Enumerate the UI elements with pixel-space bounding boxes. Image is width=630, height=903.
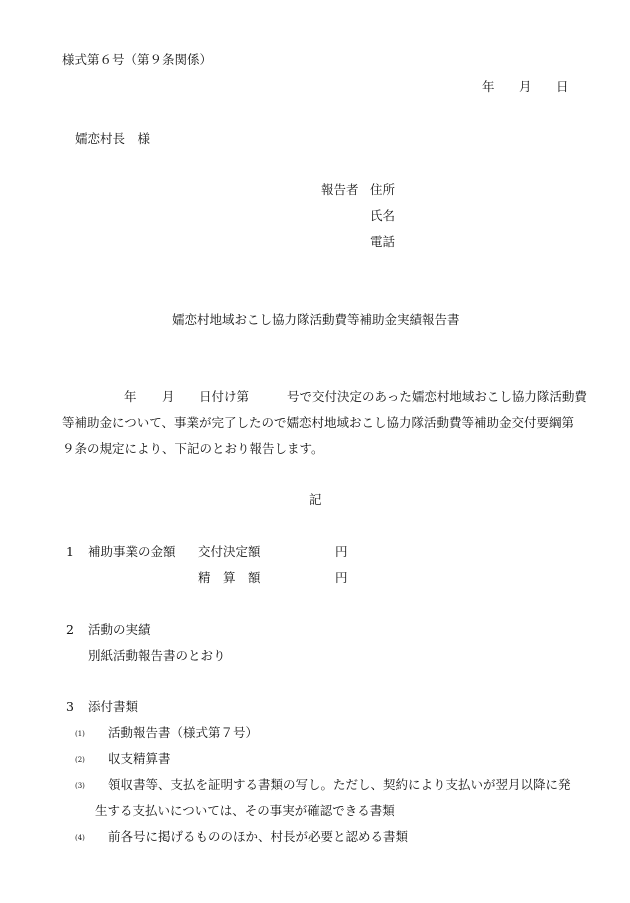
section-3-heading: 添付書類	[88, 699, 139, 714]
reporter-address: 住所	[370, 182, 396, 197]
attachment-item-number: (4)	[75, 834, 85, 842]
body-month: 月	[162, 389, 175, 404]
reporter-name: 氏名	[370, 208, 396, 223]
reporter-label: 報告者	[321, 182, 359, 197]
section-1-number: 1	[66, 544, 74, 559]
attachment-item-text: 収支精算書	[108, 751, 171, 766]
attachment-item-number: (1)	[75, 730, 85, 738]
addressee: 嬬恋村長 様	[75, 131, 151, 146]
date-year: 年	[482, 79, 495, 94]
attachment-item-number: (2)	[75, 756, 85, 764]
body-day: 日付け第	[199, 389, 250, 404]
section-3-number: 3	[66, 699, 74, 714]
section-2-heading: 活動の実績	[88, 622, 151, 637]
body-line-2: 等補助金について、事業が完了したので嬬恋村地域おこし協力隊活動費等補助金交付要綱第	[62, 415, 575, 430]
body-year: 年	[124, 389, 137, 404]
section-2-number: 2	[66, 622, 74, 637]
grant-decision-amount-unit: 円	[335, 544, 348, 559]
attachment-item-text-continued: 生する支払いについては、その事実が確認できる書類	[95, 803, 395, 818]
body-line-1: 号で交付決定のあった嬬恋村地域おこし協力隊活動費	[287, 389, 587, 404]
settlement-amount-label: 精 算 額	[198, 570, 261, 585]
body-line-3: ９条の規定により、下記のとおり報告します。	[62, 441, 324, 456]
attachment-item-text: 前各号に掲げるもののほか、村長が必要と認める書類	[108, 829, 409, 844]
section-1-heading: 補助事業の金額	[88, 544, 176, 559]
attachment-item-text: 領収書等、支払を証明する書類の写し。ただし、契約により支払いが翌月以降に発	[108, 777, 571, 792]
grant-decision-amount-label: 交付決定額	[198, 544, 261, 559]
reporter-phone: 電話	[370, 234, 396, 249]
date-month: 月	[519, 79, 532, 94]
date-day: 日	[556, 79, 569, 94]
form-label: 様式第６号（第９条関係）	[62, 52, 213, 67]
attachment-item-text: 活動報告書（様式第７号）	[108, 725, 259, 740]
settlement-amount-unit: 円	[335, 570, 348, 585]
attachment-item-number: (3)	[75, 782, 85, 790]
section-2-text: 別紙活動報告書のとおり	[88, 648, 226, 663]
document-title: 嬬恋村地域おこし協力隊活動費等補助金実績報告書	[172, 312, 460, 327]
ki-heading: 記	[309, 492, 322, 507]
